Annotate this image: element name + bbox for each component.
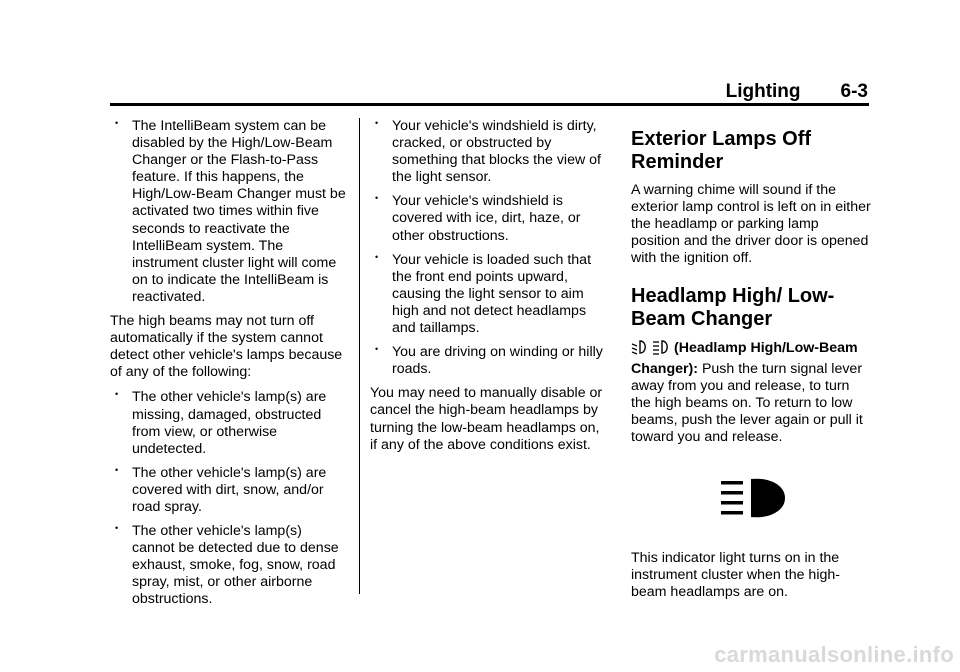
list-item: • The IntelliBeam system can be disabled by the High/Low-Beam Changer or the Flash-to-Pass feature. If this happens, the High/Low-Beam Changer must be activated two times within five seconds to reactivate the IntelliBeam system. The instrument cluster light will come on to indicate the IntelliBeam is reactivated. <box>115 118 346 305</box>
list-item: • You are driving on winding or hilly roads. <box>375 344 603 378</box>
high-beam-indicator-icon <box>719 476 789 520</box>
paragraph: The high beams may not turn off automatically if the system cannot detect other vehicle's lamps because of any of the following: <box>110 313 343 381</box>
page-number: 6-3 <box>840 81 868 102</box>
bullet-icon: • <box>375 118 379 128</box>
header-rule <box>110 103 869 106</box>
watermark: carmanualsonline.info <box>714 642 954 667</box>
column-1 <box>110 118 348 616</box>
bullet-icon: • <box>115 118 119 128</box>
bullet-icon: • <box>115 389 119 400</box>
paragraph: You may need to manually disable or cancel the high-beam headlamps by turning the low-beam headlamps on, if any of the above conditions exist. <box>370 385 603 453</box>
bullet-icon: • <box>115 523 119 534</box>
section-title: Lighting <box>725 81 801 102</box>
bullet-icon: • <box>375 251 379 262</box>
list-item: • The other vehicle's lamp(s) are covered with dirt, snow, and/or road spray. <box>115 464 327 515</box>
list-item: • The other vehicle's lamp(s) are missing, damaged, obstructed from view, or otherwise undetected. <box>115 389 327 457</box>
headlamp-symbols-icon <box>631 339 671 360</box>
bullet-icon: • <box>115 464 119 475</box>
bullet-icon: • <box>375 193 379 204</box>
paragraph: A warning chime will sound if the exterior lamp control is left on in either the headlamp or parking lamp position and the driver door is opened with the ignition off. <box>631 182 871 267</box>
paragraph: This indicator light turns on in the instrument cluster when the high-beam headlamps are on. <box>631 550 840 601</box>
column-divider <box>359 118 360 594</box>
column-2 <box>370 118 610 462</box>
list-item: • Your vehicle is loaded such that the front end points upward, causing the light sensor to aim high and not detect headlamps and taillamps. <box>375 251 592 337</box>
section-heading: Exterior Lamps Off Reminder <box>631 128 812 173</box>
list-item: • Your vehicle's windshield is dirty, cracked, or obstructed by something that blocks the view of the light sensor. <box>375 118 601 186</box>
list-item: • The other vehicle's lamp(s) cannot be detected due to dense exhaust, smoke, fog, snow, road spray, mist, or other airborne obstructions. <box>115 523 339 608</box>
paragraph: (Headlamp High/Low-Beam Changer): Push the turn signal lever away from you and release, to turn the high beams on. To return to low beams, push the lever again or pull it toward you and release. <box>631 340 863 445</box>
section-heading: Headlamp High/ Low-Beam Changer <box>631 285 835 331</box>
running-header <box>0 80 868 104</box>
column-3 <box>631 118 871 609</box>
control-label: (Headlamp High/Low-Beam Changer): <box>631 340 858 377</box>
list-item: • Your vehicle's windshield is covered with ice, dirt, haze, or other obstructions. <box>375 193 581 244</box>
bullet-icon: • <box>375 344 379 355</box>
